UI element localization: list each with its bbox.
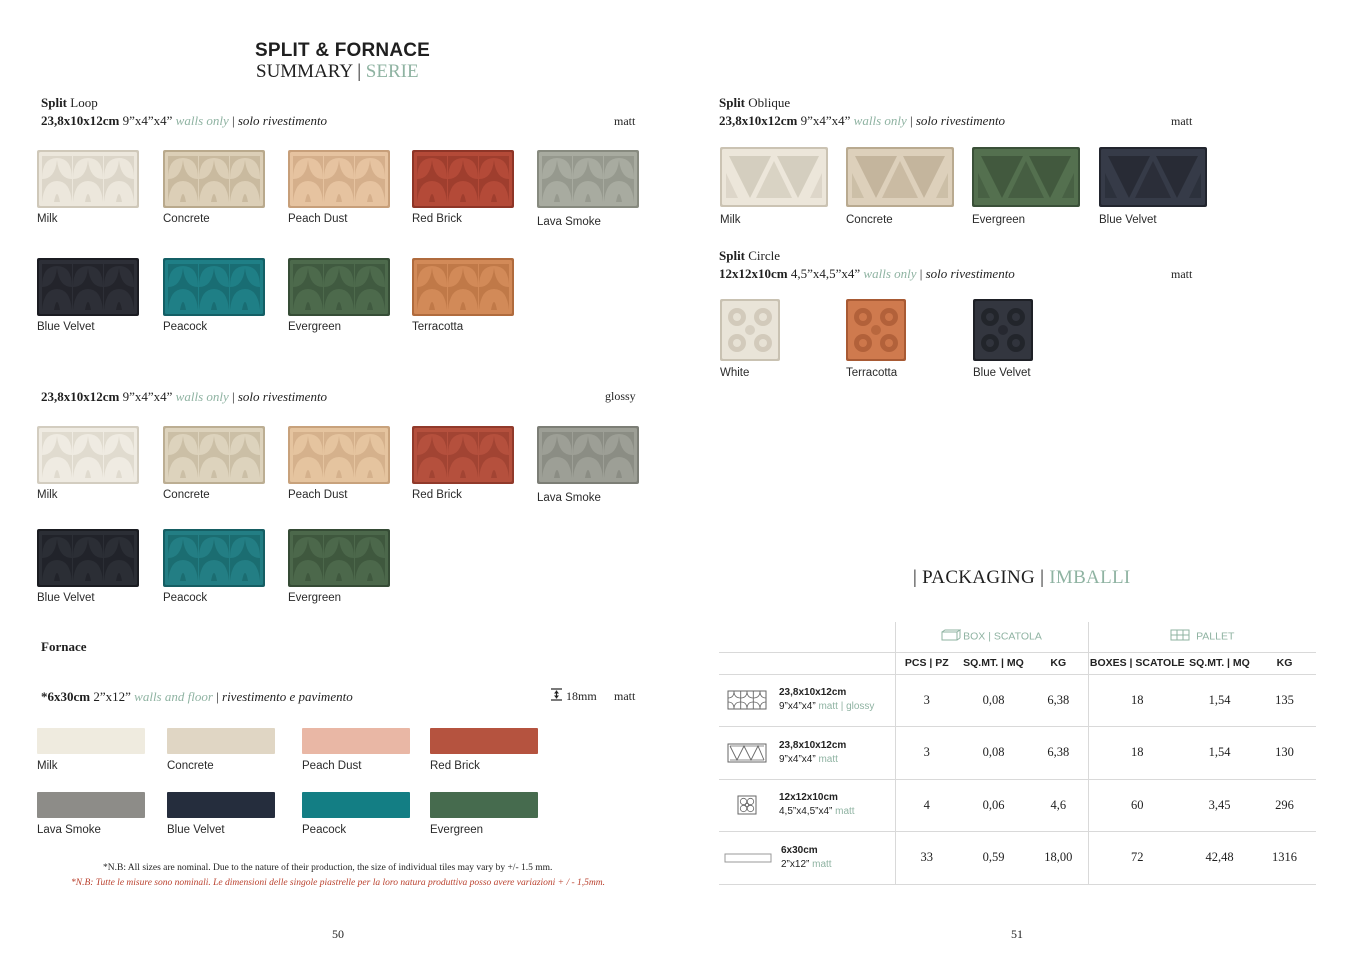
group-box-label: BOX | SCATOLA [963,630,1042,643]
swatch-fornace-7-image [430,792,538,818]
packaging-table [719,622,1316,885]
cell-pallet-kg: 1316 [1253,832,1316,885]
swatch-fornace-7 [430,792,538,836]
swatch-loop-glossy-3 [412,426,514,501]
swatch-loop-glossy-4-image [537,426,639,484]
swatch-label: Peacock [163,321,208,333]
swatch-label: Peach Dust [288,213,348,225]
note-en: *N.B: All sizes are nominal. Due to the nature of their production, the size of individual tiles may vary by +/- 1.5 mm. [103,863,553,873]
cell-pallet-sqmt: 1,54 [1186,727,1253,780]
swatch-loop-glossy-5-image [37,529,139,587]
product-column-header [719,652,895,674]
split-oblique-dimensions [719,113,1005,129]
split-oblique-icon [725,742,769,764]
swatch-loop-matt-7-image [288,258,390,316]
swatch-label: Red Brick [412,213,462,225]
size-metric: 23,8x10x12cm [719,113,798,128]
swatch-loop-matt-3 [412,150,514,225]
product-finish: matt [818,753,838,765]
swatch-circle-2 [973,299,1033,379]
swatch-fornace-1-image [167,728,275,754]
subtitle-serie: SERIE [365,61,419,82]
swatch-loop-matt-6 [163,258,265,333]
swatch-oblique-0 [720,147,828,226]
page-number-right: 51 [1011,927,1023,941]
product-size-imperial: 9”x4”x4” [779,701,816,713]
product-size-imperial: 2”x12” [781,858,810,870]
swatch-loop-matt-5-image [37,258,139,316]
packaging-title-separator: | [1040,567,1045,588]
swatch-circle-1 [846,299,906,379]
size-imperial: 9”x4”x4” [122,389,173,404]
cell-box-kg: 6,38 [1029,727,1088,780]
swatch-oblique-1 [846,147,954,226]
packaging-title [913,567,1131,589]
swatch-label: Evergreen [972,214,1026,226]
swatch-loop-matt-0-image [37,150,139,208]
usage-en: walls and floor [134,689,213,704]
table-row [719,779,1316,832]
swatch-label: Lava Smoke [537,216,601,228]
swatch-loop-glossy-1 [163,426,265,501]
cell-boxes: 60 [1088,779,1186,832]
size-metric: 12x12x10cm [719,266,788,281]
split-circle-name-bold: Split [719,248,746,263]
swatch-loop-glossy-7-image [288,529,390,587]
swatch-loop-glossy-6 [163,529,265,604]
col-header-box-sqmt: SQ.MT. | MQ [958,652,1029,674]
swatch-fornace-5 [167,792,275,836]
swatch-fornace-2 [302,728,410,772]
page-number-left: 50 [332,927,344,941]
size-imperial: 9”x4”x4” [800,113,851,128]
product-column-blank [719,622,895,652]
swatch-circle-0 [720,299,780,379]
cell-pallet-kg: 296 [1253,779,1316,832]
swatch-fornace-0-image [37,728,145,754]
swatch-label: Evergreen [288,592,342,604]
subtitle-separator: | [357,61,362,82]
swatch-loop-glossy-4 [537,426,639,504]
split-oblique-name-bold: Split [719,95,746,110]
swatch-circle-2-image [973,299,1033,361]
swatch-loop-glossy-6-image [163,529,265,587]
product-size: 23,8x10x12cm [779,739,847,751]
thickness-arrows-icon [550,688,563,706]
split-circle-finish: matt [1171,267,1193,281]
cell-pcs: 3 [895,727,958,780]
swatch-loop-matt-8-image [412,258,514,316]
swatch-label: Concrete [163,213,210,225]
swatch-loop-matt-2-image [288,150,390,208]
swatch-oblique-0-image [720,147,828,207]
size-imperial: 9”x4”x4” [122,113,173,128]
swatch-label: Lava Smoke [537,492,601,504]
swatch-label: Evergreen [430,824,484,836]
split-loop-name-rest: Loop [70,95,98,110]
usage-separator: | [919,266,923,281]
size-metric: 23,8x10x12cm [41,113,120,128]
fornace-tile-icon [723,847,773,869]
swatch-loop-glossy-2-image [288,426,390,484]
cell-pallet-sqmt: 3,45 [1186,779,1253,832]
table-row [719,832,1316,885]
split-oblique-name-rest: Oblique [748,95,791,110]
swatch-fornace-4 [37,792,145,836]
swatch-loop-matt-8 [412,258,514,333]
cell-pallet-kg: 135 [1253,674,1316,727]
swatch-label: Red Brick [412,489,462,501]
swatch-fornace-5-image [167,792,275,818]
usage-separator: | [216,689,219,704]
swatch-label: Milk [37,489,58,501]
col-header-box-kg: KG [1029,652,1088,674]
finish-glossy-label: glossy [605,389,636,403]
fornace-heading: Fornace [41,639,87,654]
product-size: 6x30cm [781,844,818,856]
usage-en: walls only [863,266,917,281]
swatch-fornace-3 [430,728,538,772]
note-it: *N.B: Tutte le misure sono nominali. Le dimensioni delle singole piastrelle per la loro natura produttiva posso avere variazioni + / - 1,5mm. [71,878,605,888]
swatch-loop-matt-2 [288,150,390,225]
usage-it: solo rivestimento [915,113,1006,128]
swatch-fornace-2-image [302,728,410,754]
product-finish: matt | glossy [818,701,875,713]
cell-box-sqmt: 0,59 [958,832,1029,885]
swatch-oblique-2-image [972,147,1080,207]
product-size-imperial: 9”x4”x4” [779,753,816,765]
size-metric: *6x30cm [41,689,91,704]
usage-en: walls only [175,389,229,404]
swatch-loop-glossy-3-image [412,426,514,484]
usage-en: walls only [175,113,229,128]
size-imperial: 2”x12” [93,689,131,704]
cell-boxes: 72 [1088,832,1186,885]
swatch-label: Milk [720,214,741,226]
col-header-pcs: PCS | PZ [895,652,958,674]
box-icon [941,629,961,644]
usage-separator: | [232,113,235,128]
swatch-loop-matt-6-image [163,258,265,316]
col-header-pallet-kg: KG [1253,652,1316,674]
swatch-fornace-4-image [37,792,145,818]
split-loop-name-bold: Split [41,95,68,110]
page-subtitle [256,61,419,83]
size-metric: 23,8x10x12cm [41,389,120,404]
swatch-loop-matt-4 [537,150,639,228]
swatch-loop-matt-4-image [537,150,639,208]
cell-pallet-kg: 130 [1253,727,1316,780]
product-finish: matt [812,858,832,870]
swatch-circle-0-image [720,299,780,361]
split-oblique-heading [719,95,790,111]
split-loop-icon [725,689,769,711]
split-circle-name-rest: Circle [748,248,781,263]
table-row [719,674,1316,727]
packaging-title-it: IMBALLI [1049,567,1131,588]
swatch-label: Blue Velvet [973,367,1031,379]
split-oblique-finish: matt [1171,114,1193,128]
swatch-label: Red Brick [430,760,480,772]
product-cell [719,832,895,885]
swatch-fornace-6 [302,792,410,836]
swatch-label: White [720,367,750,379]
swatch-loop-glossy-0-image [37,426,139,484]
cell-boxes: 18 [1088,727,1186,780]
swatch-loop-glossy-1-image [163,426,265,484]
swatch-label: Peacock [163,592,208,604]
swatch-label: Concrete [163,489,210,501]
swatch-fornace-0 [37,728,145,772]
cell-boxes: 18 [1088,674,1186,727]
split-loop-glossy-dimensions [41,389,327,405]
product-size-imperial: 4,5”x4,5”x4” [779,806,833,818]
cell-box-sqmt: 0,06 [958,779,1029,832]
swatch-label: Concrete [846,214,893,226]
swatch-fornace-1 [167,728,275,772]
swatch-oblique-1-image [846,147,954,207]
swatch-fornace-3-image [430,728,538,754]
swatch-label: Terracotta [846,367,898,379]
packaging-title-en: PACKAGING [922,567,1036,588]
usage-it: solo rivestimento [925,266,1015,281]
product-cell [719,727,895,780]
product-finish: matt [835,806,855,818]
swatch-label: Evergreen [288,321,342,333]
swatch-circle-1-image [846,299,906,361]
swatch-oblique-2 [972,147,1080,226]
swatch-fornace-6-image [302,792,410,818]
col-header-pallet-sqmt: SQ.MT. | MQ [1186,652,1253,674]
split-circle-heading [719,248,780,264]
swatch-loop-glossy-7 [288,529,390,604]
product-cell [719,779,895,832]
swatch-loop-glossy-2 [288,426,390,501]
swatch-label: Concrete [167,760,214,772]
swatch-loop-matt-3-image [412,150,514,208]
swatch-oblique-3 [1099,147,1207,226]
swatch-label: Milk [37,760,58,772]
swatch-label: Peach Dust [302,760,362,772]
swatch-loop-matt-1-image [163,150,265,208]
swatch-label: Blue Velvet [1099,214,1157,226]
split-loop-matt-dimensions [41,113,327,129]
fornace-thickness: 18mm [566,689,597,703]
fornace-finish: matt [614,689,636,703]
cell-box-kg: 18,00 [1029,832,1088,885]
packaging-title-separator-left: | [913,567,918,588]
swatch-label: Peach Dust [288,489,348,501]
usage-it: solo rivestimento [237,389,328,404]
usage-it: solo rivestimento [237,113,328,128]
swatch-loop-glossy-5 [37,529,139,604]
swatch-label: Lava Smoke [37,824,101,836]
swatch-label: Peacock [302,824,347,836]
finish-matt-label: matt [614,114,636,128]
swatch-label: Milk [37,213,58,225]
usage-en: walls only [853,113,907,128]
product-cell [719,674,895,727]
swatch-label: Blue Velvet [167,824,225,836]
swatch-label: Blue Velvet [37,321,95,333]
cell-box-sqmt: 0,08 [958,727,1029,780]
swatch-label: Terracotta [412,321,464,333]
size-imperial: 4,5”x4,5”x4” [790,266,861,281]
split-circle-dimensions [719,266,1015,282]
subtitle-summary: SUMMARY [256,61,353,82]
cell-box-sqmt: 0,08 [958,674,1029,727]
cell-pcs: 4 [895,779,958,832]
usage-separator: | [910,113,913,128]
swatch-loop-matt-5 [37,258,139,333]
cell-pallet-sqmt: 42,48 [1186,832,1253,885]
col-header-boxes: BOXES | SCATOLE [1088,652,1186,674]
cell-pcs: 33 [895,832,958,885]
group-pallet-header [1088,622,1316,652]
usage-it: rivestimento e pavimento [222,689,353,704]
cell-pcs: 3 [895,674,958,727]
swatch-oblique-3-image [1099,147,1207,207]
swatch-loop-matt-0 [37,150,139,225]
fornace-dimensions [41,689,353,705]
page-title: SPLIT & FORNACE [255,40,431,61]
group-pallet-label: PALLET [1196,630,1235,643]
cell-pallet-sqmt: 1,54 [1186,674,1253,727]
split-loop-heading [41,95,98,111]
usage-separator: | [232,389,235,404]
product-size: 23,8x10x12cm [779,687,847,699]
swatch-loop-glossy-0 [37,426,139,501]
swatch-label: Blue Velvet [37,592,95,604]
group-box-header [895,622,1088,652]
table-row [719,727,1316,780]
cell-box-kg: 4,6 [1029,779,1088,832]
swatch-loop-matt-7 [288,258,390,333]
cell-box-kg: 6,38 [1029,674,1088,727]
split-circle-icon [725,794,769,816]
product-size: 12x12x10cm [779,792,838,804]
swatch-loop-matt-1 [163,150,265,225]
pallet-icon [1170,629,1190,644]
